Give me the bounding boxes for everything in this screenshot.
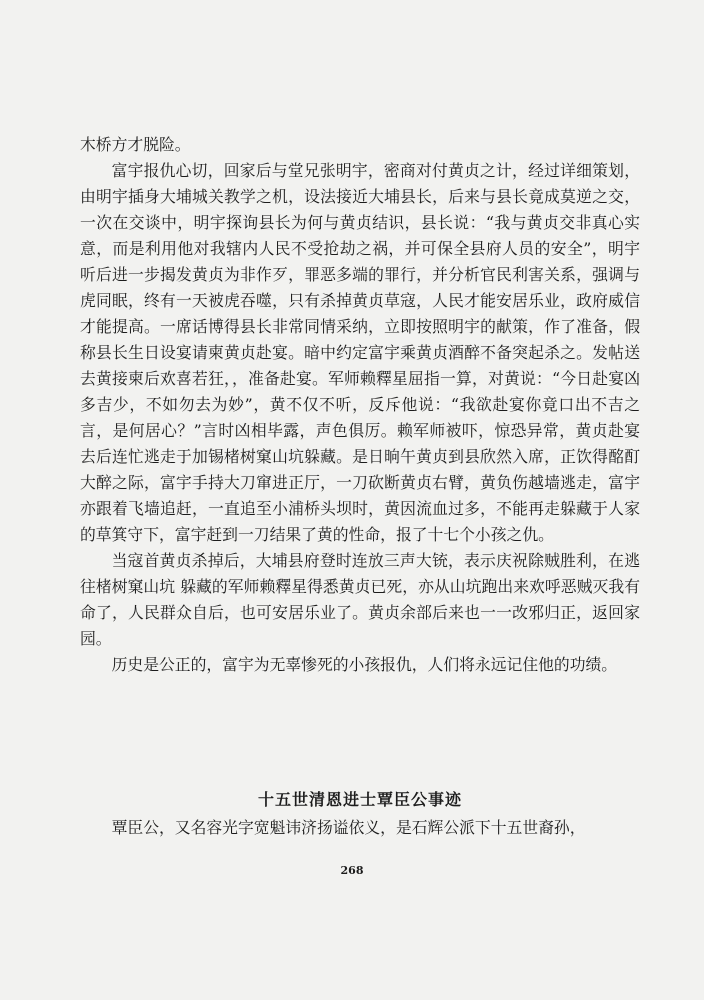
paragraph-revenge-plan: 富宇报仇心切，回家后与堂兄张明宇，密商对付黄贞之计，经过详细策划，由明宇插身大埔城关教学之机，设法接近大埔县长，后来与县长竟成莫逆之交，一次在交谈中，明宇探询县长为何与黄贞结识，县长说：“我与黄贞交非真心实意，而是利用他对我辖内人民不受抢劫之祸，并可保全县府人员的安全”，明宇听后进一步揭发黄贞为非作歹，罪恶多端的罪行，并分析官民利害关系，强调与虎同眠，终有一天被虎吞噬，只有杀掉黄贞草寇，人民才能安居乐业，政府威信才能提高。一席话博得县长非常同情采纳，立即按照明宇的献策，作了准备，假称县长生日设宴请柬黄贞赴宴。暗中约定富宇乘黄贞酒醉不备突起杀之。发帖送去黄接柬后欢喜若狂，，准备赴宴。军师赖釋星屈指一算，对黄说：“今日赴宴凶多吉少，不如勿去为妙”，黄不仅不听，反斥他说：“我欲赴宴你竟口出不吉之言，是何居心？”言时凶相毕露，声色俱厉。赖军师被吓，惊恐异常，黄贞赴宴去后连忙逃走于加锡楮树窠山坑躲藏。是日晌午黄贞到县欣然入席，正饮得酩酊大醉之际，富宇手持大刀窜进正厅，一刀砍断黄贞右臂，黄负伤越墙逃走，富宇亦跟着飞墙追赶，一直追至小浦桥头坝时，黄因流血过多，不能再走躲藏于人家的草箕守下，富宇赶到一刀结果了黄的性命，报了十七个小孩之仇。 [80,161,640,544]
paragraph-aftermath: 当寇首黄贞杀掉后，大埔县府登时连放三声大铳，表示庆祝除贼胜利，在逃往楮树窠山坑 躲藏的军师赖釋星得悉黄贞已死，亦从山坑跑出来欢呼恶贼灭我有命了，人民群众自后，也可安居乐业了。黄贞余部后来也一一改邪归正，返回家园。 [80,551,640,648]
page-number: 268 [340,864,364,877]
paragraph-conclusion: 历史是公正的，富宇为无辜惨死的小孩报仇，人们将永远记住他的功绩。 [111,655,618,674]
body-text [80,132,640,678]
paragraph-continuation: 木桥方才脱险。 [80,135,191,154]
section-title: 十五世清恩进士覃臣公事迹 [257,790,462,809]
section-first-paragraph: 覃臣公，又名容光字宽魁讳济扬谥依义，是石辉公派下十五世裔孙， [111,818,586,837]
